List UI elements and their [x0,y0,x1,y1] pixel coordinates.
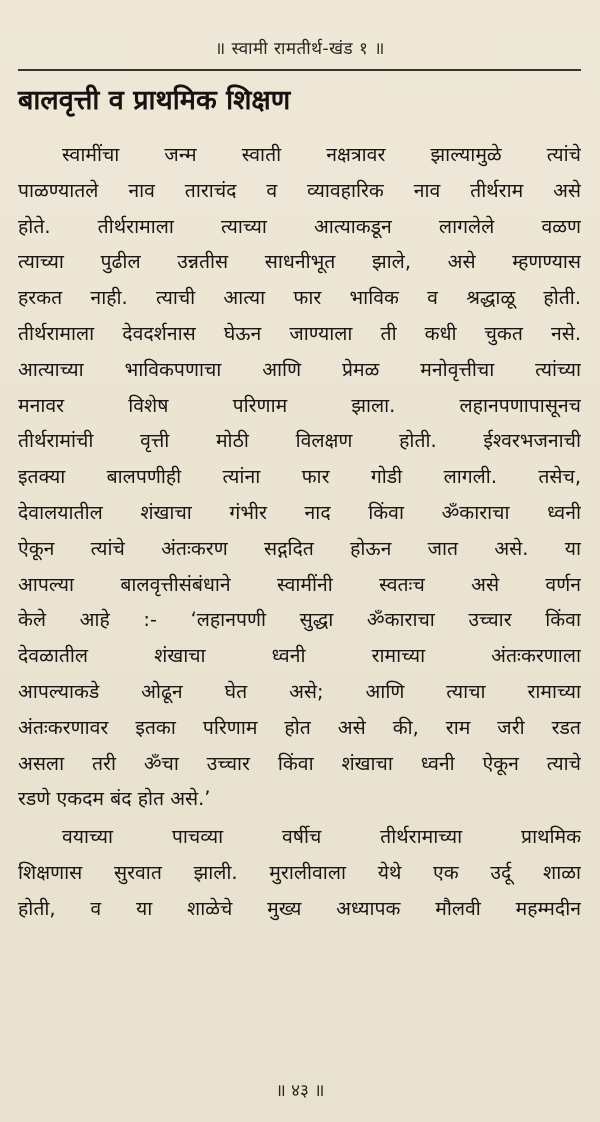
text-line: अंतःकरणावर इतका परिणाम होत असे की, राम जरी रडत [18,715,581,739]
text-line: देवळातील शंखाचा ध्वनी रामाच्या अंतःकरणाला [18,644,581,668]
text-line: मनावर विशेष परिणाम झाला. लहानपणापासूनच [18,393,581,417]
text-line: देवालयातील शंखाचा गंभीर नाद किंवा ॐकाराचा ध्वनी [18,500,581,524]
text-line: होते. तीर्थरामाला त्याच्या आत्याकडून लागलेले वळण [18,214,581,238]
text-line: पाळण्यातले नाव ताराचंद व व्यावहारिक नाव तीर्थराम असे [18,178,581,202]
text-line: ऐकून त्यांचे अंतःकरण सद्गदित होऊन जात असे. या [18,536,581,560]
text-line: तीर्थरामांची वृत्ती मोठी विलक्षण होती. ईश्वरभजनाची [18,429,581,453]
text-line: त्याच्या पुढील उन्नतीस साधनीभूत झाले, असे म्हणण्यास [18,250,581,274]
text-line: इतक्या बालपणीही त्यांना फार गोडी लागली. तसेच, [18,465,581,489]
section-heading: बालवृत्ती व प्राथमिक शिक्षण [18,85,291,116]
text-line: आत्याच्या भाविकपणाचा आणि प्रेमळ मनोवृत्तीचा त्यांच्या [18,357,581,381]
text-line: होती, व या शाळेचे मुख्य अध्यापक मौलवी महम्मदीन [18,896,581,920]
text-line: वयाच्या पाचव्या वर्षीच तीर्थरामाच्या प्राथमिक [62,825,581,849]
text-line: हरकत नाही. त्याची आत्या फार भाविक व श्रद्धाळू होती. [18,286,581,310]
text-line: आपल्या बालवृत्तीसंबंधाने स्वामींनी स्वतःच असे वर्णन [18,572,581,596]
text-line: स्वामींचा जन्म स्वाती नक्षत्रावर झाल्यामुळे त्यांचे [62,143,581,166]
header-divider [18,69,581,71]
page-number: ॥ ४३ ॥ [275,1081,325,1101]
running-header: ॥ स्वामी रामतीर्थ-खंड १ ॥ [215,39,385,59]
text-line: रडणे एकदम बंद होत असे.’ [18,787,211,811]
body-text [18,137,581,927]
text-line: आपल्याकडे ओढून घेत असे; आणि त्याचा रामाच्या [18,679,581,703]
text-line: शिक्षणास सुरवात झाली. मुरालीवाला येथे एक उर्दू शाळा [18,860,581,884]
text-line: तीर्थरामाला देवदर्शनास घेऊन जाण्याला ती कधी चुकत नसे. [18,321,581,345]
text-line: केले आहे :- ‘लहानपणी सुद्धा ॐकाराचा उच्चार किंवा [18,608,581,632]
text-line: असला तरी ॐचा उच्चार किंवा शंखाचा ध्वनी ऐकून त्याचे [18,751,581,775]
